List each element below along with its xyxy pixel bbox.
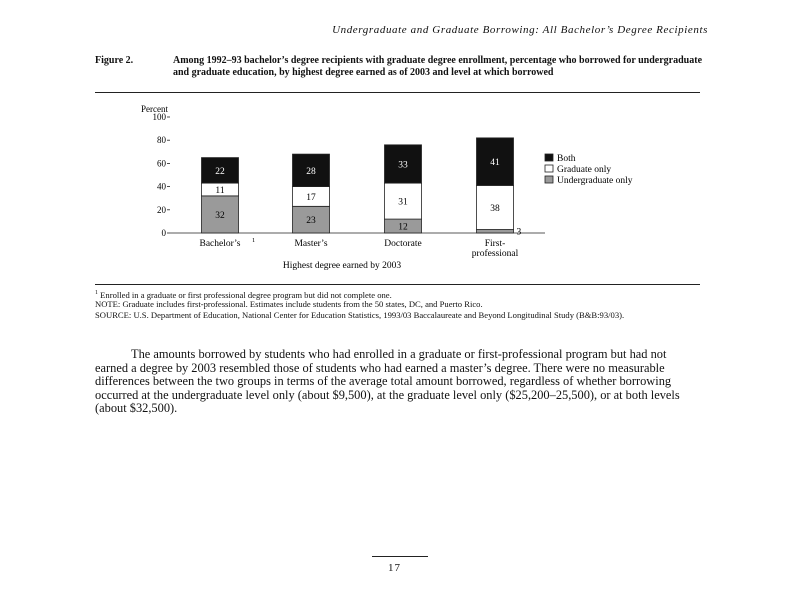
y-tick-label-60: 60 (157, 158, 166, 169)
page-number: 17 (388, 562, 401, 574)
note-text: NOTE: Graduate includes first-professional. Estimates include students from the 50 states, DC, and Puerto Rico. (95, 299, 483, 309)
x-tick-label-2: Master’s (294, 239, 328, 249)
legend-label-graduate-only: Graduate only (557, 165, 612, 175)
legend-swatch-graduate-only (545, 165, 553, 172)
data-label-graduate-only-1: 11 (215, 186, 225, 196)
data-label-graduate-only-3: 31 (398, 197, 408, 208)
y-tick-label-0: 0 (161, 228, 166, 238)
x-tick-label-4-line-1: First- (484, 239, 506, 249)
legend-swatch-both (545, 154, 553, 161)
x-tick-label-1: Bachelor’s (199, 239, 241, 249)
chart-bottom-rule (95, 284, 700, 285)
y-tick-label-100: 100 (152, 112, 166, 122)
legend-swatch-undergraduate-only (545, 176, 553, 183)
source-text: SOURCE: U.S. Department of Education, National Center for Education Statistics, 1993/03 Baccalaureate and Beyond Longitudinal Study (B&B:93/03). (95, 310, 625, 320)
legend-label-undergraduate-only: Undergraduate only (557, 176, 633, 186)
data-label-both-3: 33 (398, 160, 408, 171)
x-axis-title: Highest degree earned by 2003 (282, 261, 402, 271)
footnote-1-text: Enrolled in a graduate or first professional degree program but did not complete one. (100, 289, 392, 300)
data-label-undergraduate-only-1: 32 (215, 210, 225, 221)
body-paragraph: The amounts borrowed by students who had enrolled in a graduate or first-professional program but had not earned a degree by 2003 resembled those of students who had earned a master’s degree. There were no measurable differences between the two groups in terms of the average total amount borrowed, regardless of whether borrowing occurred at the undergraduate level only (about $9,500), at the graduate level only ($25,200–25,500), or at both levels (about $32,500). (95, 347, 680, 416)
figure-caption: Among 1992–93 bachelor’s degree recipients with graduate degree enrollment, percentage who borrowed for undergraduate and graduate education, by highest degree earned as of 2003 and level at which borrowed (173, 55, 703, 78)
footnote-marker: 1 (95, 290, 98, 296)
x-tick-superscript-1: 1 (252, 237, 256, 244)
running-head: Undergraduate and Graduate Borrowing: All Bachelor’s Degree Recipients (332, 24, 708, 36)
bar-undergraduate-only-4 (477, 230, 514, 233)
data-label-both-1: 22 (215, 166, 225, 177)
figure-label: Figure 2. (95, 55, 134, 66)
data-label-undergraduate-only-4: 3 (516, 227, 522, 238)
data-label-both-2: 28 (306, 166, 316, 177)
x-tick-label-3: Doctorate (384, 239, 422, 249)
y-axis-title: Percent (141, 104, 168, 114)
data-label-undergraduate-only-3: 12 (398, 222, 408, 233)
data-label-graduate-only-4: 38 (490, 203, 500, 214)
data-label-graduate-only-2: 17 (306, 192, 316, 203)
page-number-rule (372, 556, 428, 557)
y-tick-label-40: 40 (157, 181, 166, 192)
x-tick-label-4-line-2: professional (471, 249, 519, 259)
data-label-both-4: 41 (490, 158, 500, 169)
y-tick-label-80: 80 (157, 135, 166, 146)
data-label-undergraduate-only-2: 23 (306, 216, 316, 227)
y-tick-label-20: 20 (157, 204, 166, 215)
stacked-bar-chart (0, 0, 800, 290)
legend-label-both: Both (557, 154, 576, 164)
